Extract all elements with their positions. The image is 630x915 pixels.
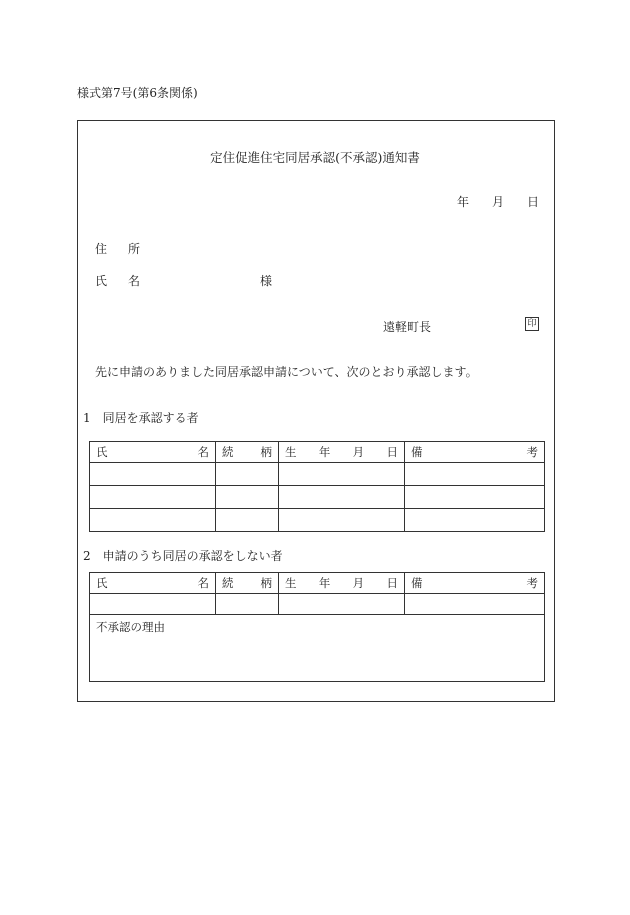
header-relationship	[216, 442, 279, 463]
header-name	[90, 573, 216, 594]
header-note-char2: 考	[526, 576, 538, 590]
cell-birthdate[interactable]	[279, 463, 405, 486]
cell-remarks[interactable]	[405, 486, 545, 509]
section2-heading: 2 申請のうち同居の承認をしない者	[83, 549, 283, 563]
intro-text: 先に申請のありました同居承認申請について、次のとおり承認します。	[95, 365, 478, 379]
cell-remarks[interactable]	[405, 594, 545, 615]
issuer-label: 遠軽町長	[383, 320, 432, 334]
date-day-label: 日	[527, 195, 540, 209]
cell-name[interactable]	[90, 486, 216, 509]
header-birthdate	[279, 573, 405, 594]
header-note-char2: 考	[526, 445, 538, 459]
form-number-label: 様式第7号(第6条関係)	[77, 86, 198, 100]
header-remarks	[405, 573, 545, 594]
date-year-label: 年	[457, 195, 470, 209]
header-birth-char3: 月	[352, 445, 365, 459]
cell-relationship[interactable]	[216, 509, 279, 532]
header-relationship	[216, 573, 279, 594]
seal-stamp: 印	[525, 317, 539, 331]
header-name-char1: 氏	[96, 576, 108, 590]
header-rel-char1: 続	[222, 445, 234, 459]
table-row	[90, 594, 545, 615]
table-row	[90, 486, 545, 509]
rejection-reason-label: 不承認の理由	[96, 620, 165, 634]
reason-row	[90, 615, 545, 682]
header-rel-char1: 続	[222, 576, 234, 590]
date-month-label: 月	[492, 195, 505, 209]
cell-relationship[interactable]	[216, 594, 279, 615]
name-label-char2: 名	[128, 274, 141, 288]
header-birth-char1: 生	[285, 576, 297, 590]
section1-heading: 1 同居を承認する者	[83, 411, 199, 425]
header-birthdate	[279, 442, 405, 463]
cell-name[interactable]	[90, 594, 216, 615]
honorific-label: 様	[260, 274, 273, 288]
page-title: 定住促進住宅同居承認(不承認)通知書	[210, 150, 420, 165]
header-birth-char3: 月	[352, 576, 365, 590]
cell-remarks[interactable]	[405, 509, 545, 532]
cell-relationship[interactable]	[216, 463, 279, 486]
cell-name[interactable]	[90, 509, 216, 532]
table-header-row	[90, 442, 545, 463]
table-row	[90, 463, 545, 486]
header-name-char2: 名	[197, 576, 209, 590]
rejected-persons-table	[89, 572, 545, 682]
cell-remarks[interactable]	[405, 463, 545, 486]
header-birth-char4: 日	[386, 576, 398, 590]
header-name	[90, 442, 216, 463]
table-header-row	[90, 573, 545, 594]
header-name-char2: 名	[197, 445, 209, 459]
cell-birthdate[interactable]	[279, 486, 405, 509]
cell-name[interactable]	[90, 463, 216, 486]
table-row	[90, 509, 545, 532]
cell-birthdate[interactable]	[279, 509, 405, 532]
rejection-reason-cell[interactable]	[90, 615, 545, 682]
header-rel-char2: 柄	[260, 576, 272, 590]
header-birth-char4: 日	[386, 445, 398, 459]
header-name-char1: 氏	[96, 445, 108, 459]
header-birth-char2: 年	[318, 576, 331, 590]
approved-persons-table	[89, 441, 545, 532]
header-rel-char2: 柄	[260, 445, 272, 459]
header-note-char1: 備	[411, 576, 423, 590]
cell-birthdate[interactable]	[279, 594, 405, 615]
header-birth-char2: 年	[318, 445, 331, 459]
cell-relationship[interactable]	[216, 486, 279, 509]
header-note-char1: 備	[411, 445, 423, 459]
header-remarks	[405, 442, 545, 463]
address-label-char1: 住	[95, 242, 108, 256]
header-birth-char1: 生	[285, 445, 297, 459]
address-label-char2: 所	[128, 242, 141, 256]
name-label-char1: 氏	[95, 274, 108, 288]
